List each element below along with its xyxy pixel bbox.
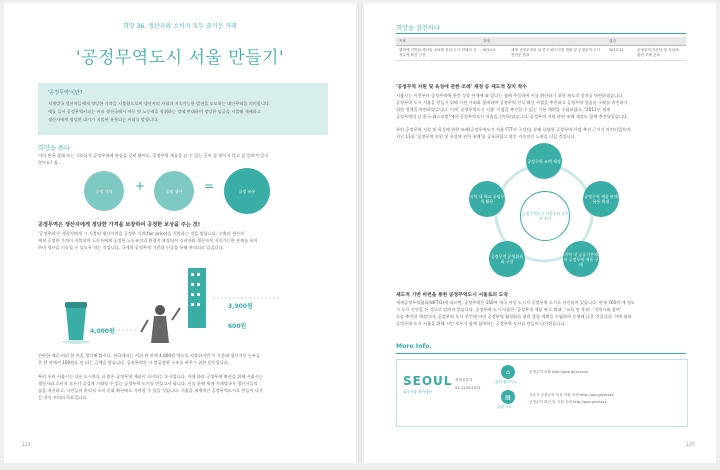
building-icon: [188, 268, 206, 328]
section3-line-5: 생산자와 소비자 모두가 즐겁게 거래할 수 있는 공정무역 도시를 만들고자 합니다. 이를 통해 세계 저개발국가 생산자들의: [38, 381, 258, 386]
section2-line-1: '공정무역'은 생산자에게 그 지불된 생산가격을 공정한 가격(fair price)을 지불하는 것을 말합니다. 수출과 생산자: [38, 231, 245, 236]
book-gutter: [358, 3, 362, 463]
section2-heading: 공정무역은 생산자에게 정당한 가격을 보장하여 공정한 보상을 주는 것!: [38, 222, 201, 228]
right-s2-line-3: 위한 정책을 마련하였습니다. 이에 '공정무역도시 서울' 사업을 추진할 수 있는 기본 계획을 수립하였고, "2012년 세계: [396, 107, 611, 112]
equals-icon: =: [204, 179, 215, 193]
section3-line-6: 삶을 개선하고, 시민들의 윤리적 소비 문화 확산에도 기여할 수 있을 것입니다. 서울을 세계적인 공정무역도시로 만들어 나가: [38, 388, 263, 393]
table-cell: 2012.5: [480, 46, 508, 61]
section3-line-7: 는 것이 우리의 목표입니다.: [38, 395, 88, 400]
results-table: [396, 37, 686, 61]
document-label: 관련 자료: [497, 405, 513, 409]
more-info-rule: [396, 353, 686, 354]
cup-lid: [65, 302, 87, 308]
dept-phone: 02-2133-5373: [455, 386, 481, 390]
right-s3-line-1: 세계공정무역협회(WFTO)에 따르면, 공정무역은 150여 개국 이상 도시가 공정무역 도시로 선언되어 있습니다. 현재 700여 개 정도: [396, 300, 635, 305]
section3-line-4: 특히 우리 서울시는 다른 도시보다 더 많은 공정무역 제품이 소비되는 도시입니다. 이에 따라 공정무역 확산을 위해 서울시는: [38, 374, 263, 379]
right-section-heading: 희망을 실천하다: [396, 25, 440, 32]
page-title: '공정무역도시 서울 만들기': [75, 48, 285, 68]
diagram-circle-1-label: 공정 가치: [95, 188, 113, 194]
cycle-node-label: 공정무역 운영위원회 구성: [490, 254, 524, 264]
section3-line-1: 간단한 예로 커피 한 잔을 생각해 봅시다. 한국에서는 커피 한 잔에 4,000원 정도를 지불하지만 이 가운데 생산자인 농부들: [38, 353, 261, 358]
diagram-circle-2: [154, 171, 194, 211]
website-icon: ⌂: [501, 365, 515, 379]
table-cell: 2012.11: [606, 46, 634, 61]
left-page: [4, 3, 356, 463]
right-s2-line-1: 서울시는 이전부터 공정무역에 한층 성장 단계에 와 있다는 점에 주목하여 이를 확산하기 위한 제도적 장치를 마련하였습니다.: [396, 93, 624, 98]
heading-rule: [396, 33, 686, 34]
section2-line-2: 에게 공정한 가격이 지불되어 노동자에게 공정한 노동조건과 환경이 보장되어 소비자와 생산자의 지속가능한 관계를 유지: [38, 238, 258, 243]
right-s2-line-4: 공정무역의 날 한국 페스티벌"에서 공정무역도시 서울을 선언하였습니다. 공정무역 지원 관련 조례 제정도 함께 추진되었습니다.: [396, 114, 629, 119]
price-right-top: 3,900원: [228, 303, 253, 310]
right-s2-line-7: 지난 11월 '공정무역 지원 및 육성에 관한 조례'를 공포하였고 향후 지속적인 노력을 더할 것입니다.: [396, 134, 576, 139]
page-number-right: 125: [686, 443, 695, 448]
website-link[interactable]: 공정무역 포탈 http://goo.gl/xxxxxx: [529, 370, 589, 374]
table-row: [396, 46, 686, 61]
plus-icon: +: [135, 179, 146, 193]
table-cell: 세계 공정무역의 날 한국 페스티벌 개최 및 공정무역 도시 선언문 발표: [508, 46, 606, 61]
section1-line-2: 않아요? 흠...: [38, 160, 62, 165]
cycle-node-label: 지역 내 공공기관에서 공정무역 제품 구매: [563, 251, 599, 267]
cycle-node-4: [489, 241, 525, 277]
page-number-left: 124: [22, 443, 31, 448]
cycle-node-label: 지역 내 학교 공정무역 활용: [469, 194, 505, 204]
price-left: 4,000원: [90, 328, 115, 335]
right-s3-line-2: 가 도시 선언을 한 것으로 알려져 있습니다. 공정무역 도시 서울은 '공정무역 제품 판로 확대', '교육 및 홍보', '지역사회 참여': [396, 307, 621, 312]
section2-line-3: 하며 생산을 지속할 수 있도록 하는 것입니다. 국제적 공정무역 기준과 인증을 통해 관리되고 있습니다.: [38, 245, 224, 250]
farmer-arm: [141, 320, 148, 332]
section3-line-2: 은 한 잔에서 100원도 안 되는 금액을 받습니다. 공정무역은 이 불공정한 구조를 바꾸기 위한 운동입니다.: [38, 360, 230, 365]
cycle-center-label: 공정무역도시 서울 FTT 5가지 조건: [522, 211, 568, 221]
seoul-logo: SEOUL: [403, 374, 453, 388]
table-header: 결과: [606, 37, 686, 46]
more-info-heading: More Info.: [396, 343, 432, 350]
diagram-circle-3: [224, 168, 270, 214]
section1-line-1: 이미 빈곤 상태 또는 그러다가 공정무역에 관심을 갖게 됐어도, 공정무역 제품을 살 수 있는 곳이 잘 보이지 않고 잘 알려져 있지: [38, 153, 269, 158]
right-s3-line-4: 공정무역 도시 서울을 위해 시민 모두가 함께 참여하는 공정무역 도시를 만들어 나가겠습니다.: [396, 321, 566, 326]
right-s3-line-3: 등을 추진할 예정이며, 공정무역 도시 선언에 이어 공정무역 활성화를 위한 종합 계획을 수립하여 운영해 나갈 것입니다. 이에 따라: [396, 314, 632, 319]
intro-box: [38, 83, 328, 135]
fair-trade-town-cycle: [459, 143, 629, 283]
cup-shadow: [62, 340, 90, 344]
intro-heading: '공정무역'이란?: [48, 90, 83, 96]
farmer-body-icon: [151, 316, 169, 343]
intro-line-3: 생산자에게 정당한 대가가 지불된 유통되는 커피를 말합니다.: [48, 117, 159, 122]
diagram-circle-1: [84, 171, 124, 211]
table-header: 목표: [396, 37, 480, 46]
dept-name: 경제진흥과: [455, 378, 473, 382]
intro-line-1: 저개발국 생산자들에게 정당한 가격을 지불함으로써 생산자의 자립과 지속가능한 발전을 도모하는 대안무역을 의미합니다.: [48, 101, 271, 106]
cycle-node-2: [583, 181, 619, 217]
intro-line-2: 예를 들어 공정무역커피는 커피 생산국에서 아동 및 노동력을 착취하는 것에 반대하며 정당한 임금을 지불해 재배하고: [48, 109, 261, 114]
cycle-node-label: 공정무역 제품 판매 유통 확대: [584, 194, 618, 204]
section3-heading-right: 제도적 기반 마련을 통한 공정무역도시 서울로의 도약: [396, 293, 508, 298]
right-s2-line-6: 특히 공정무역 지원 및 육성에 관한 조례(공정무역도시 서울 FTT의 구성)를 통해 다양한 공정무역 사업 추진 근거가 마련되었으며: [396, 127, 631, 132]
diagram-circle-3-label: 공정 유통: [238, 188, 256, 194]
document-icon: ▤: [501, 390, 515, 404]
cycle-node-label: 공정무역 조례 제정: [527, 158, 561, 164]
price-right-bottom: 600원: [228, 323, 247, 330]
cycle-node-3: [563, 241, 599, 277]
document-link-2[interactable]: 공정무역 확산 및 지원 조례 http://goo.gl/xxxxx: [529, 400, 607, 404]
diagram-circle-2-label: 공정 생산: [165, 188, 183, 194]
table-header: 과정: [480, 37, 606, 46]
cycle-node-5: [469, 181, 505, 217]
seoul-logo-sub: 희망서울 참여예산: [403, 390, 432, 394]
more-info-box: [396, 359, 688, 427]
cycle-center: [520, 191, 570, 241]
coffee-cup-icon: [66, 308, 86, 340]
section2-heading-right: '공정무역 지원 및 육성에 관한 조례' 제정 등 제도적 장치 착수: [396, 85, 527, 90]
farmer-tool: [172, 308, 180, 320]
document-link-1[interactable]: 서울시 공정무역 육성·지원 조례 http://goo.gl/xxxxx: [529, 393, 614, 397]
table-header-row: [396, 37, 686, 46]
farmer-head-icon: [155, 305, 165, 315]
coffee-illustration: [38, 258, 328, 348]
website-label: 관련 웹사이트: [495, 380, 517, 384]
table-cell: 원칙에 기반한 생산물 소비를 통한 도시 전체의 공정무역 확산 구현: [396, 46, 480, 61]
right-page: [364, 3, 716, 463]
cycle-node-1: [526, 143, 562, 179]
right-s2-line-2: 공정무역 도시 서울을 만들기 위해 시민 사회와 협력하여 공정무역 인식 확산 사업을 추진하고 공정무역 상품의 구매를 촉진하기: [396, 100, 628, 105]
coffee-illustration-svg: [38, 258, 328, 348]
left-kicker: 희망 36. 생산자와 소비자 모두 즐거운 거래: [123, 23, 237, 30]
table-cell: 공정무역 자문단 및 육성에 관한 조례 공포: [634, 46, 686, 61]
section-heading-1: 희망을 품다: [38, 145, 70, 152]
